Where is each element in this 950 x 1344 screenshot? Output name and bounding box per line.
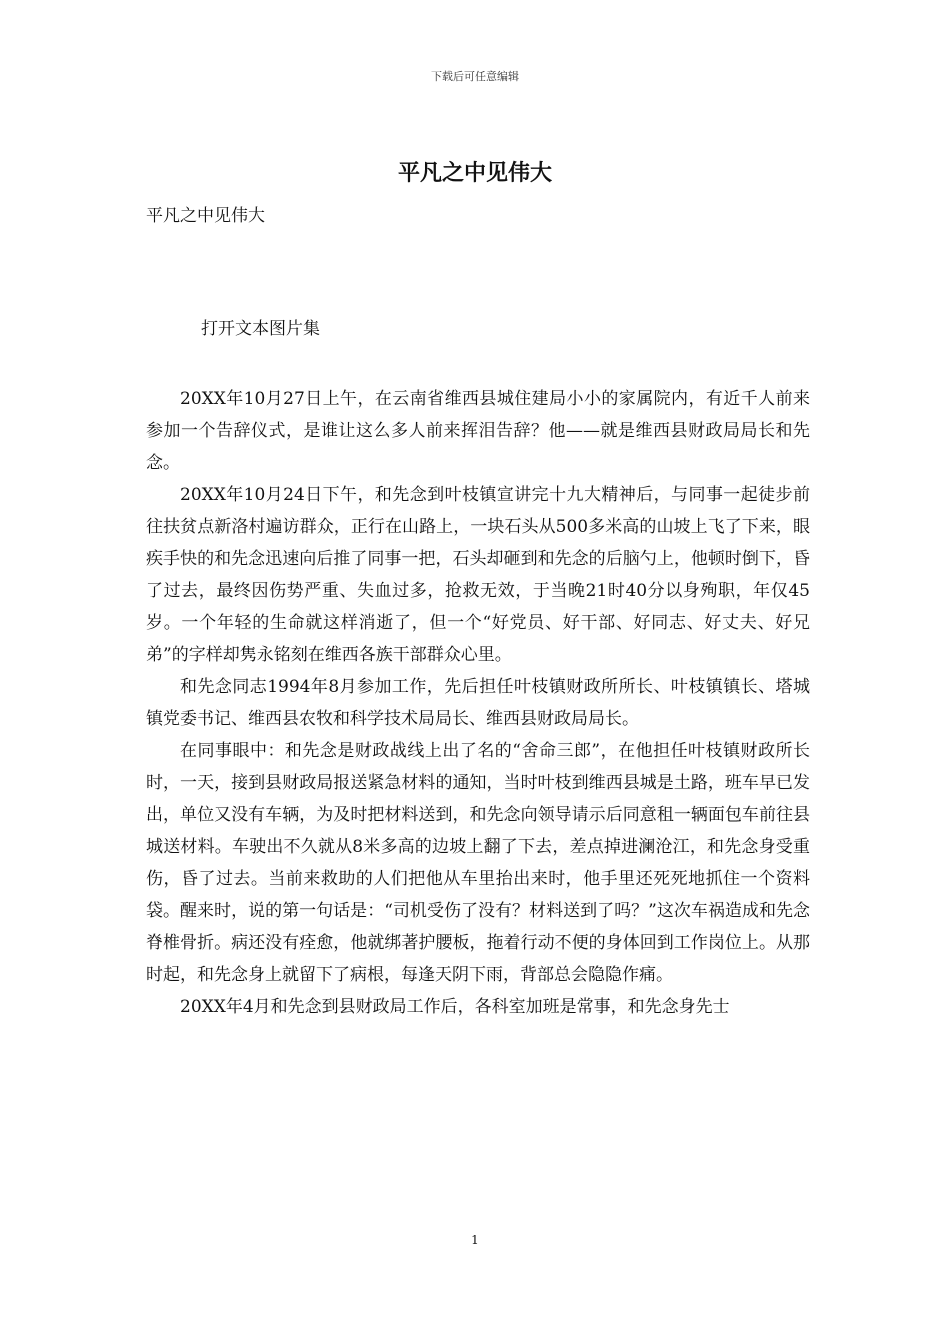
body-paragraph: 20XX年10月24日下午，和先念到叶枝镇宣讲完十九大精神后，与同事一起徒步前往扶贫点新洛村遍访群众，正行在山路上，一块石头从500多米高的山坡上飞了下来，眼疾手快的和先念迅速向后推了同事一把，石头却砸到和先念的后脑勺上，他顿时倒下，昏了过去，最终因伤势严重、失血过多，抢救无效，于当晚21时40分以身殉职，年仅45岁。一个年轻的生命就这样消逝了，但一个“好党员、好干部、好同志、好丈夫、好兄弟”的字样却隽永铭刻在维西各族干部群众心里。 — [146, 485, 810, 665]
open-image-gallery-link[interactable]: 打开文本图片集 — [201, 319, 320, 339]
body-paragraph: 20XX年10月27日上午，在云南省维西县城住建局小小的家属院内，有近千人前来参加一个告辞仪式，是谁让这么多人前来挥泪告辞？他——就是维西县财政局局长和先念。 — [146, 389, 810, 473]
document-title: 平凡之中见伟大 — [397, 160, 552, 186]
body-paragraph: 20XX年4月和先念到县财政局工作后，各科室加班是常事，和先念身先士 — [180, 997, 730, 1017]
document-body — [146, 383, 810, 1023]
body-paragraph: 和先念同志1994年8月参加工作，先后担任叶枝镇财政所所长、叶枝镇镇长、塔城镇党委书记、维西县农牧和科学技术局局长、维西县财政局局长。 — [146, 677, 810, 729]
body-paragraph: 在同事眼中：和先念是财政战线上出了名的“舍命三郎”，在他担任叶枝镇财政所长时，一天，接到县财政局报送紧急材料的通知，当时叶枝到维西县城是土路，班车早已发出，单位又没有车辆，为及时把材料送到，和先念向领导请示后同意租一辆面包车前往县城送材料。车驶出不久就从8米多高的边坡上翻了下去，差点掉进澜沧江，和先念身受重伤，昏了过去。当前来救助的人们把他从车里抬出来时，他手里还死死地抓住一个资料袋。醒来时，说的第一句话是：“司机受伤了没有？材料送到了吗？”这次车祸造成和先念脊椎骨折。病还没有痊愈，他就绑著护腰板，拖着行动不便的身体回到工作岗位上。从那时起，和先念身上就留下了病根，每逢天阴下雨，背部总会隐隐作痛。 — [146, 741, 810, 985]
document-subtitle: 平凡之中见伟大 — [146, 206, 265, 226]
page-number: 1 — [471, 1233, 479, 1247]
page-header-note: 下载后可任意编辑 — [431, 70, 519, 83]
